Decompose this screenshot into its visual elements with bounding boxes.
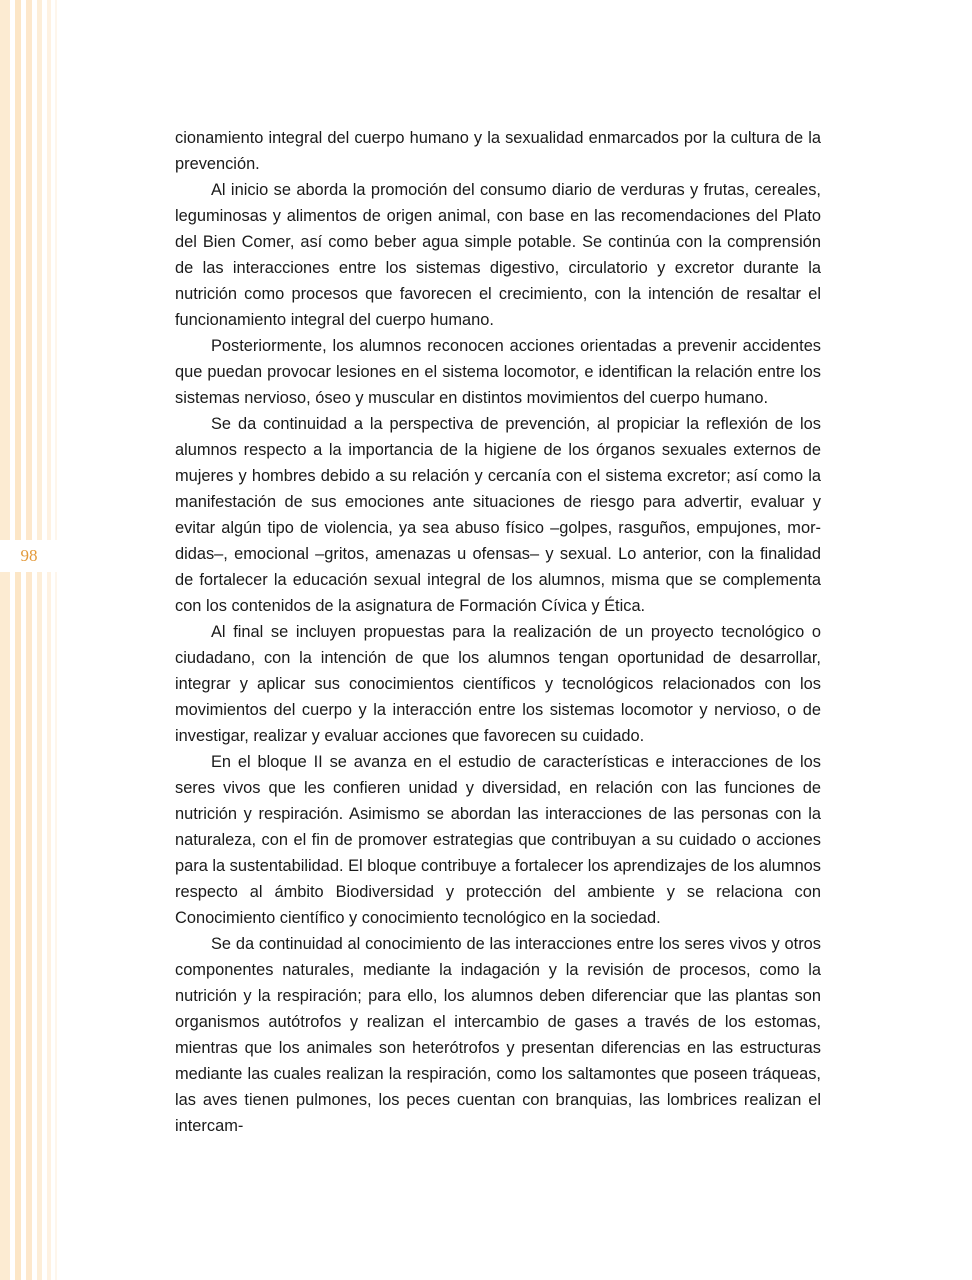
paragraph: Al final se incluyen propuestas para la realización de un proyecto tecnológico o ciudadano, con la intención de que los alumnos tengan oportunidad de desarrollar, integrar y aplicar sus conocimientos científicos y tecnológicos relacionados con los movimientos del cuerpo y la interacción entre los sistemas locomotor y nervioso, o de investigar, realizar y evaluar acciones que favorecen su cuidado. [175, 623, 821, 745]
body-text [175, 125, 821, 1139]
margin-stripe [55, 0, 57, 1280]
paragraph: En el bloque II se avanza en el estudio de características e interacciones de los seres vivos que les confieren unidad y diversidad, en relación con las funciones de nutrición y respiración. Asimismo se abordan las interacciones de las personas con la naturaleza, con el fin de promover estrategias que contribuyan a su cuidado o acciones para la sustentabilidad. El bloque contribuye a fortalecer los aprendizajes de los alumnos respecto al ámbito Biodiversidad y protección del ambiente y se relaciona con Conocimiento científico y conocimiento tecnológico en la sociedad. [175, 753, 821, 927]
paragraph: Se da continuidad al conocimiento de las interacciones entre los seres vivos y otros componentes naturales, mediante la indagación y la revisión de procesos, como la nutrición y la respiración; para ello, los alumnos deben diferenciar que las plantas son organismos autótrofos y realizan el intercambio de gases a través de los estomas, mientras que los animales son heterótrofos y presentan diferencias en las estructuras mediante las cuales realizan la respiración, como los saltamontes que poseen tráqueas, las aves tienen pulmones, los peces cuentan con branquias, las lombrices realizan el intercam- [175, 935, 821, 1135]
margin-stripe [26, 0, 32, 1280]
paragraph: Posteriormente, los alumnos reconocen acciones orientadas a prevenir accidentes que puedan provocar lesiones en el sistema locomotor, e identifican la relación entre los sistemas nervioso, óseo y muscular en distintos movimientos del cuerpo humano. [175, 337, 821, 407]
page-number: 98 [20, 546, 38, 565]
margin-stripe [15, 0, 21, 1280]
margin-stripe [37, 0, 42, 1280]
paragraph: Se da continuidad a la perspectiva de prevención, al propiciar la reflexión de los alumnos respecto a la importancia de la higiene de los órganos sexuales externos de mujeres y hombres debido a su relación y cercanía con el sistema excretor; así como la manifestación de sus emociones ante situaciones de riesgo para advertir, evaluar y evitar algún tipo de violencia, ya sea abuso físico –golpes, rasguños, empujones, mordidas–, emocional –gritos, amenazas u ofensas– y sexual. Lo anterior, con la finalidad de fortalecer la educación sexual integral de los alumnos, misma que se complementa con los contenidos de la asignatura de Formación Cívica y Ética. [175, 415, 821, 615]
page-number-box [0, 540, 58, 572]
paragraph: Al inicio se aborda la promoción del consumo diario de verduras y frutas, cereales, leguminosas y alimentos de origen animal, con base en las recomendaciones del Plato del Bien Comer, así como beber agua simple potable. Se continúa con la comprensión de las interacciones entre los sistemas digestivo, circulatorio y excretor durante la nutrición como procesos que favorecen el crecimiento, con la intención de resaltar el funcionamiento integral del cuerpo humano. [175, 181, 821, 329]
margin-stripe [47, 0, 51, 1280]
margin-stripe [0, 0, 10, 1280]
margin-decoration-stripes [0, 0, 58, 1280]
paragraph-continuation: cionamiento integral del cuerpo humano y la sexualidad enmarcados por la cultura de la prevención. [175, 129, 821, 173]
